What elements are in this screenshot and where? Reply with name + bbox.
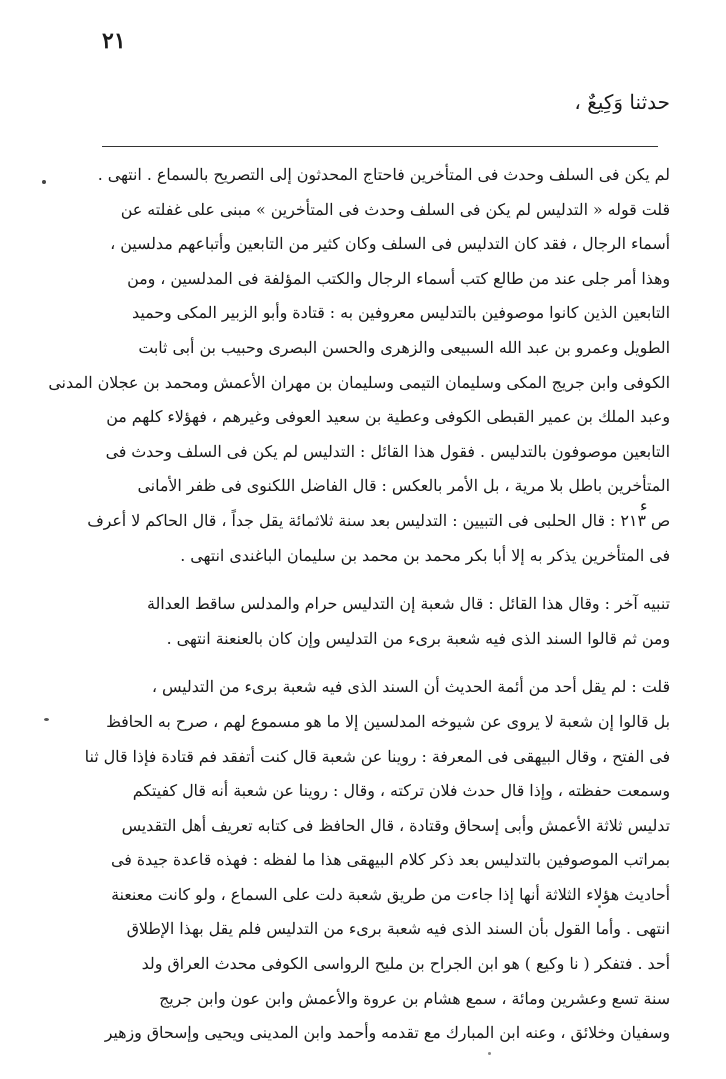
text-line: انتهى . وأما القول بأن السند الذى فيه شعبة برىء من التدليس فلم يقل بهذا الإطلاق [126, 919, 670, 939]
text-line: قلت : لم يقل أحد من أئمة الحديث أن السند الذى فيه شعبة برىء من التدليس ، [151, 677, 670, 697]
text-line: قلت قوله « التدليس لم يكن فى السلف وحدث فى المتأخرين » مبنى على غفلته عن [120, 199, 670, 219]
text-line: وهذا أمر جلى عند من طالع كتب أسماء الرجال والكتب المؤلفة فى المدلسين ، ومن [127, 268, 670, 288]
text-line: وسمعت حفظته ، وإذا قال حدث فلان تركته ، وقال : روينا عن شعبة أنه قال كفيتكم [132, 781, 670, 801]
page-number: ٢١ [102, 28, 126, 54]
text-line: الكوفى وابن جريج المكى وسليمان التيمى وسليمان بن مهران الأعمش ومحمد بن عجلان المدنى [48, 372, 670, 392]
text-line: بل قالوا إن شعبة لا يروى عن شيوخه المدلسين إلا ما هو مسموع لهم ، صرح به الحافظ [106, 711, 670, 731]
text-line: وعبد الملك بن عمير القبطى الكوفى وعطية بن سعيد العوفى وغيرهم ، فهؤلاء كلهم من [106, 407, 670, 427]
text-line: تدليس ثلاثة الأعمش وأبى إسحاق وقتادة ، قال الحافظ فى كتابه تعريف أهل التقديس [121, 815, 670, 835]
body-text [48, 158, 670, 1051]
text-line: تنبيه آخر : وقال هذا القائل : قال شعبة إن التدليس حرام والمدلس ساقط العدالة [147, 594, 670, 614]
text-line: المتأخرين باطل بلا مرية ، بل الأمر بالعكس : قال الفاضل اللكنوى فى ظفر الأمانى [137, 476, 670, 496]
header-phrase: حدثنا وَكِيعٌ ، [574, 90, 670, 114]
text-line: أحاديث هؤلاء الثلاثة أنها إذا جاءت من طريق شعبة دلت على السماع ، ولو كانت معنعنة [111, 884, 670, 904]
text-line: وسفيان وخلائق ، وعنه ابن المبارك مع تقدمه وأحمد وابن المدينى ويحيى وإسحاق وزهير [104, 1023, 670, 1043]
paragraph-gap [114, 573, 670, 587]
text-line: سنة تسع وعشرين ومائة ، سمع هشام بن عروة والأعمش وابن عون وابن جريج [159, 988, 670, 1008]
text-line: فى الفتح ، وقال البيهقى فى المعرفة : روينا عن شعبة قال كنت أتفقد فم قتادة فإذا قال ثنا [84, 746, 670, 766]
scan-speck [488, 1052, 491, 1055]
text-line: بمراتب الموصوفين بالتدليس بعد ذكر كلام البيهقى هذا ما لفظه : فهذه قاعدة جيدة فى [111, 850, 670, 870]
scan-speck [42, 180, 46, 184]
text-line: لم يكن فى السلف وحدث فى المتأخرين فاحتاج المحدثون إلى التصريح بالسماع . انتهى . [97, 165, 670, 184]
scan-speck [44, 718, 49, 721]
text-line: ومن ثم قالوا السند الذى فيه شعبة برىء من التدليس وإن كان بالعنعنة انتهى . [166, 628, 670, 648]
paragraph-gap [114, 656, 670, 670]
text-line: ص ٢١٣ : قال الحلبى فى التبيين : التدليس بعد سنة ثلاثمائة يقل جداً ، قال الحاكم لا أعرف [87, 510, 670, 530]
text-line: أسماء الرجال ، فقد كان التدليس فى السلف وكان كثير من التابعين وأتباعهم مدلسين ، [110, 234, 670, 254]
text-line: فى المتأخرين يذكر به إلا أبا بكر محمد بن محمد بن سليمان الباغندى انتهى . [180, 545, 670, 565]
header-divider [102, 146, 658, 147]
text-line: التابعين الذين كانوا موصوفين بالتدليس معروفين به : قتادة وأبو الزبير المكى وحميد [132, 303, 670, 323]
text-line: الطويل وعمرو بن عبد الله السبيعى والزهرى والحسن البصرى وحبيب بن أبى ثابت [138, 337, 670, 357]
text-line: التابعين موصوفون بالتدليس . فقول هذا القائل : التدليس لم يكن فى السلف وحدث فى [105, 441, 670, 461]
text-line: أحد . فتفكر ( نا وكيع ) هو ابن الجراح بن مليح الرواسى الكوفى محدث العراق ولد [141, 954, 670, 974]
side-mark: ﺀ [640, 496, 648, 515]
